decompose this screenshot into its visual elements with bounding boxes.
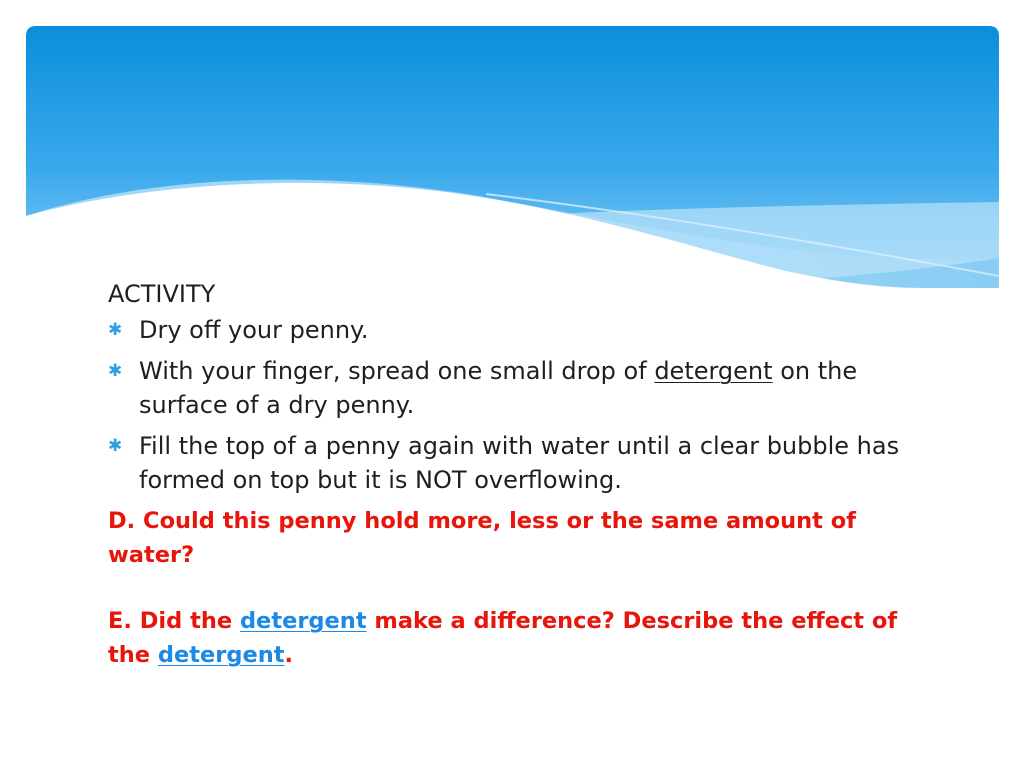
asterisk-bullet-icon: ✱ — [108, 436, 123, 456]
detergent-term: detergent — [654, 357, 773, 385]
slide-content — [108, 277, 928, 672]
question-e-part1: E. Did the — [108, 608, 240, 634]
detergent-link-2[interactable]: detergent — [157, 642, 285, 668]
list-item-text: Dry off your penny. — [139, 316, 369, 344]
question-d: D. Could this penny hold more, less or the same amount of water? — [108, 508, 856, 568]
list-item-text-after: on the surface of a dry penny. — [139, 357, 858, 419]
spacer — [108, 572, 928, 604]
question-e — [108, 604, 928, 672]
list-item-text-before: With your finger, spread one small drop of — [139, 357, 655, 385]
activity-heading: ACTIVITY — [108, 280, 216, 308]
list-item — [108, 313, 928, 347]
wave-banner — [26, 26, 999, 288]
asterisk-bullet-icon: ✱ — [108, 361, 123, 381]
list-item — [108, 429, 928, 497]
asterisk-bullet-icon: ✱ — [108, 320, 123, 340]
instruction-list — [108, 313, 928, 497]
detergent-link-1[interactable]: detergent — [239, 608, 367, 634]
list-item-text: Fill the top of a penny again with water until a clear bubble has formed on top but it is NOT overflowing. — [139, 432, 900, 494]
question-e-part2: make a difference? Describe the effect of the — [108, 608, 898, 668]
list-item — [108, 354, 928, 422]
question-e-part3: . — [284, 642, 294, 668]
